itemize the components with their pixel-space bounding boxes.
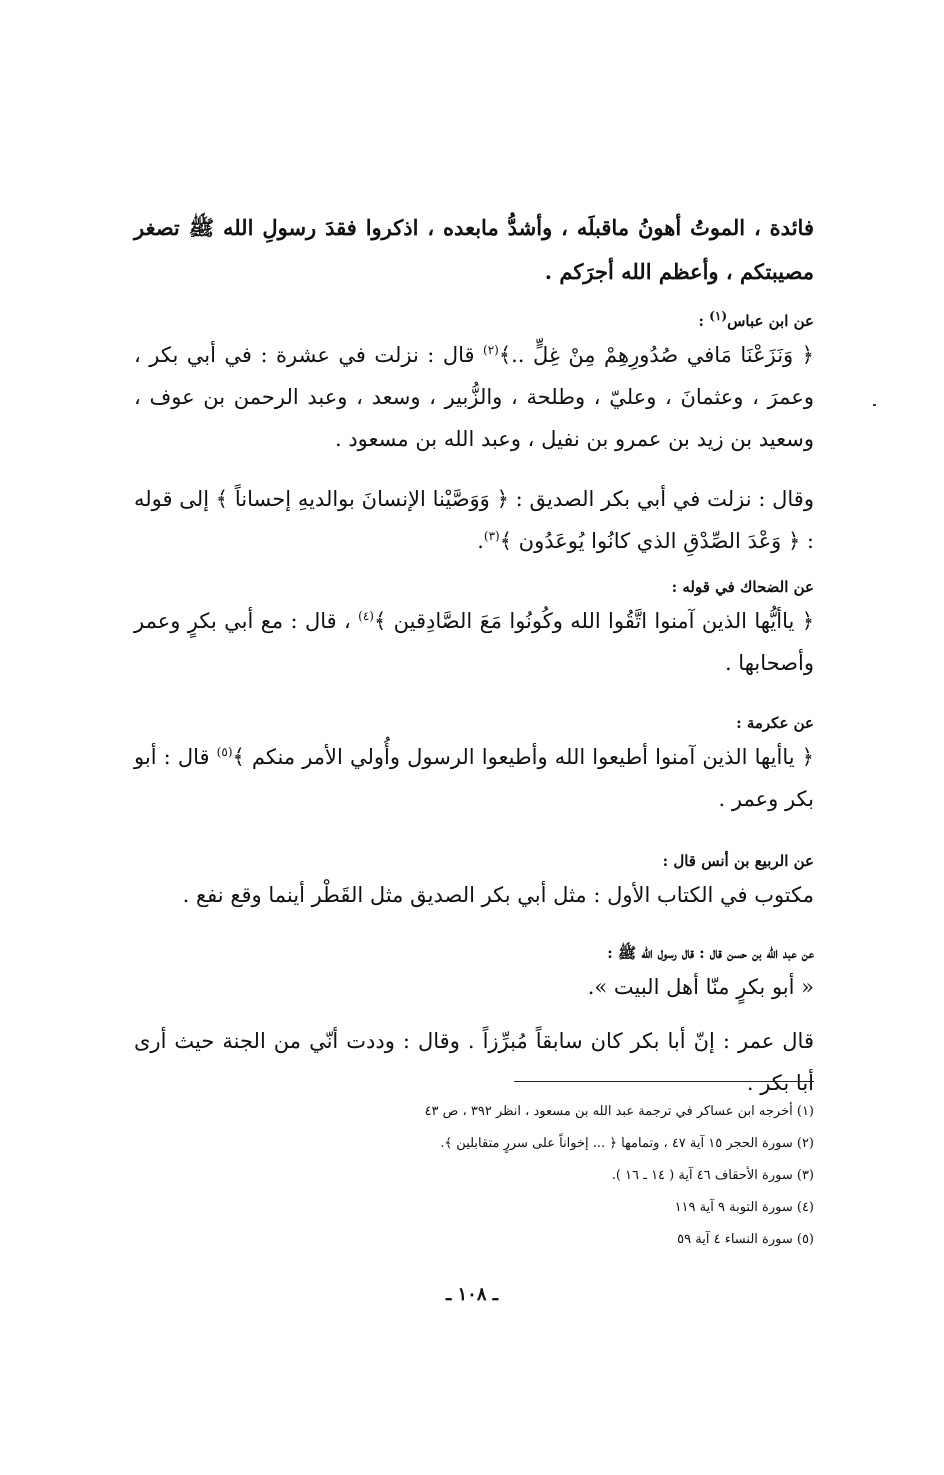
section-heading: عن عبد الله بن حسن قال : قال رسول الله ﷺ : — [607, 944, 814, 962]
section-body: « أبو بكرٍ منّا أهل البيت ». — [587, 975, 814, 999]
section-dahhak — [134, 574, 814, 684]
section-heading: عن ابن عباس$^{(١)}$ : — [698, 309, 814, 330]
footnote-ref: (٤) — [358, 609, 374, 623]
section-heading: عن الضحاك في قوله : — [671, 578, 814, 596]
section-heading: عن الربيع بن أنس قال : — [662, 852, 814, 870]
footnote-item: (٤) سورة التوبة ٩ آية ١١٩ — [674, 1200, 814, 1215]
section-abdullah-bin-hasan — [134, 940, 814, 1008]
section-rabi — [134, 848, 814, 916]
intro-paragraph — [134, 206, 814, 294]
section-body: ﴿ ياأيُّها الذين آمنوا اتَّقُوا الله وكُونُوا مَعَ الصَّادِقين ﴾$^{(٤)}$ ، قال : مع أبي بكرٍ وعمر وأصحابها . — [134, 609, 814, 675]
section-body: ﴿ ياأيها الذين آمنوا أطيعوا الله وأطيعوا الرسول وأُولي الأمر منكم ﴾$^{(٥)}$ قال : أبو بكر وعمر . — [134, 745, 814, 811]
section-ibn-abbas — [134, 308, 814, 460]
footnote-ref: (٥) — [216, 745, 233, 759]
page-number: ـ ١٠٨ ـ — [445, 1284, 499, 1305]
section-heading: عن عكرمة : — [736, 714, 814, 732]
footnote-item: (٢) سورة الحجر ١٥ آية ٤٧ ، وتمامها ﴿ ... إخواناً على سررٍ متقابلين ﴾. — [440, 1136, 814, 1151]
footnote-ref: (٣) — [483, 529, 500, 543]
footnote-divider — [514, 1081, 814, 1082]
section-body: قال عمر : إنّ أبا بكر كان سابقاً مُبرِّزاً . وقال : وددت أنّي من الجنة حيث أرى أبا بكر . — [134, 1029, 814, 1095]
section-umar — [134, 1020, 814, 1104]
section-ikrima — [134, 710, 814, 820]
section-ibn-abbas-continued — [134, 478, 814, 562]
margin-mark — [873, 404, 876, 406]
footnotes-list — [134, 1096, 814, 1256]
footnote-item: (٣) سورة الأحقاف ٤٦ آية ( ١٤ ـ ١٦ ). — [611, 1168, 814, 1183]
section-body: وقال : نزلت في أبي بكر الصديق : ﴿ وَوَصَّيْنا الإنسانَ بوالديهِ إحساناً ﴾ إلى قوله : ﴿ وَعْدَ الصِّدْقِ الذي كانُوا يُوعَدُون ﴾$^{(٣)}$. — [134, 487, 814, 553]
intro-text: فائدة ، الموتُ أهونُ ماقبلَه ، وأشدُّ مابعده ، اذكروا فقدَ رسولِ الله ﷺ تصغر مصيبتكم ، وأعظم الله أجرَكم . — [134, 215, 814, 284]
section-body: مكتوب في الكتاب الأول : مثل أبي بكر الصديق مثل القَطْر أينما وقع نفع . — [182, 883, 814, 907]
section-body: ﴿ وَنَزَعْنَا مَافي صُدُورِهِمْ مِنْ غِلٍّ ..﴾$^{(٢)}$ قال : نزلت في عشرة : في أبي بكر ، وعمرَ ، وعثمانَ ، وعليّ ، وطلحة ، والزُّبير ، وسعد ، وعبد الرحمن بن عوف ، وسعيد بن زيد بن عمرو بن نفيل ، وعبد الله بن مسعود . — [134, 343, 814, 451]
footnote-ref: (٢) — [483, 343, 499, 357]
footnote-item: (١) أخرجه ابن عساكر في ترجمة عبد الله بن مسعود ، انظر ٣٩٢ ، ص ٤٣ — [424, 1104, 814, 1119]
footnote-item: (٥) سورة النساء ٤ آية ٥٩ — [677, 1232, 814, 1247]
footnote-ref: (١) — [709, 309, 728, 323]
